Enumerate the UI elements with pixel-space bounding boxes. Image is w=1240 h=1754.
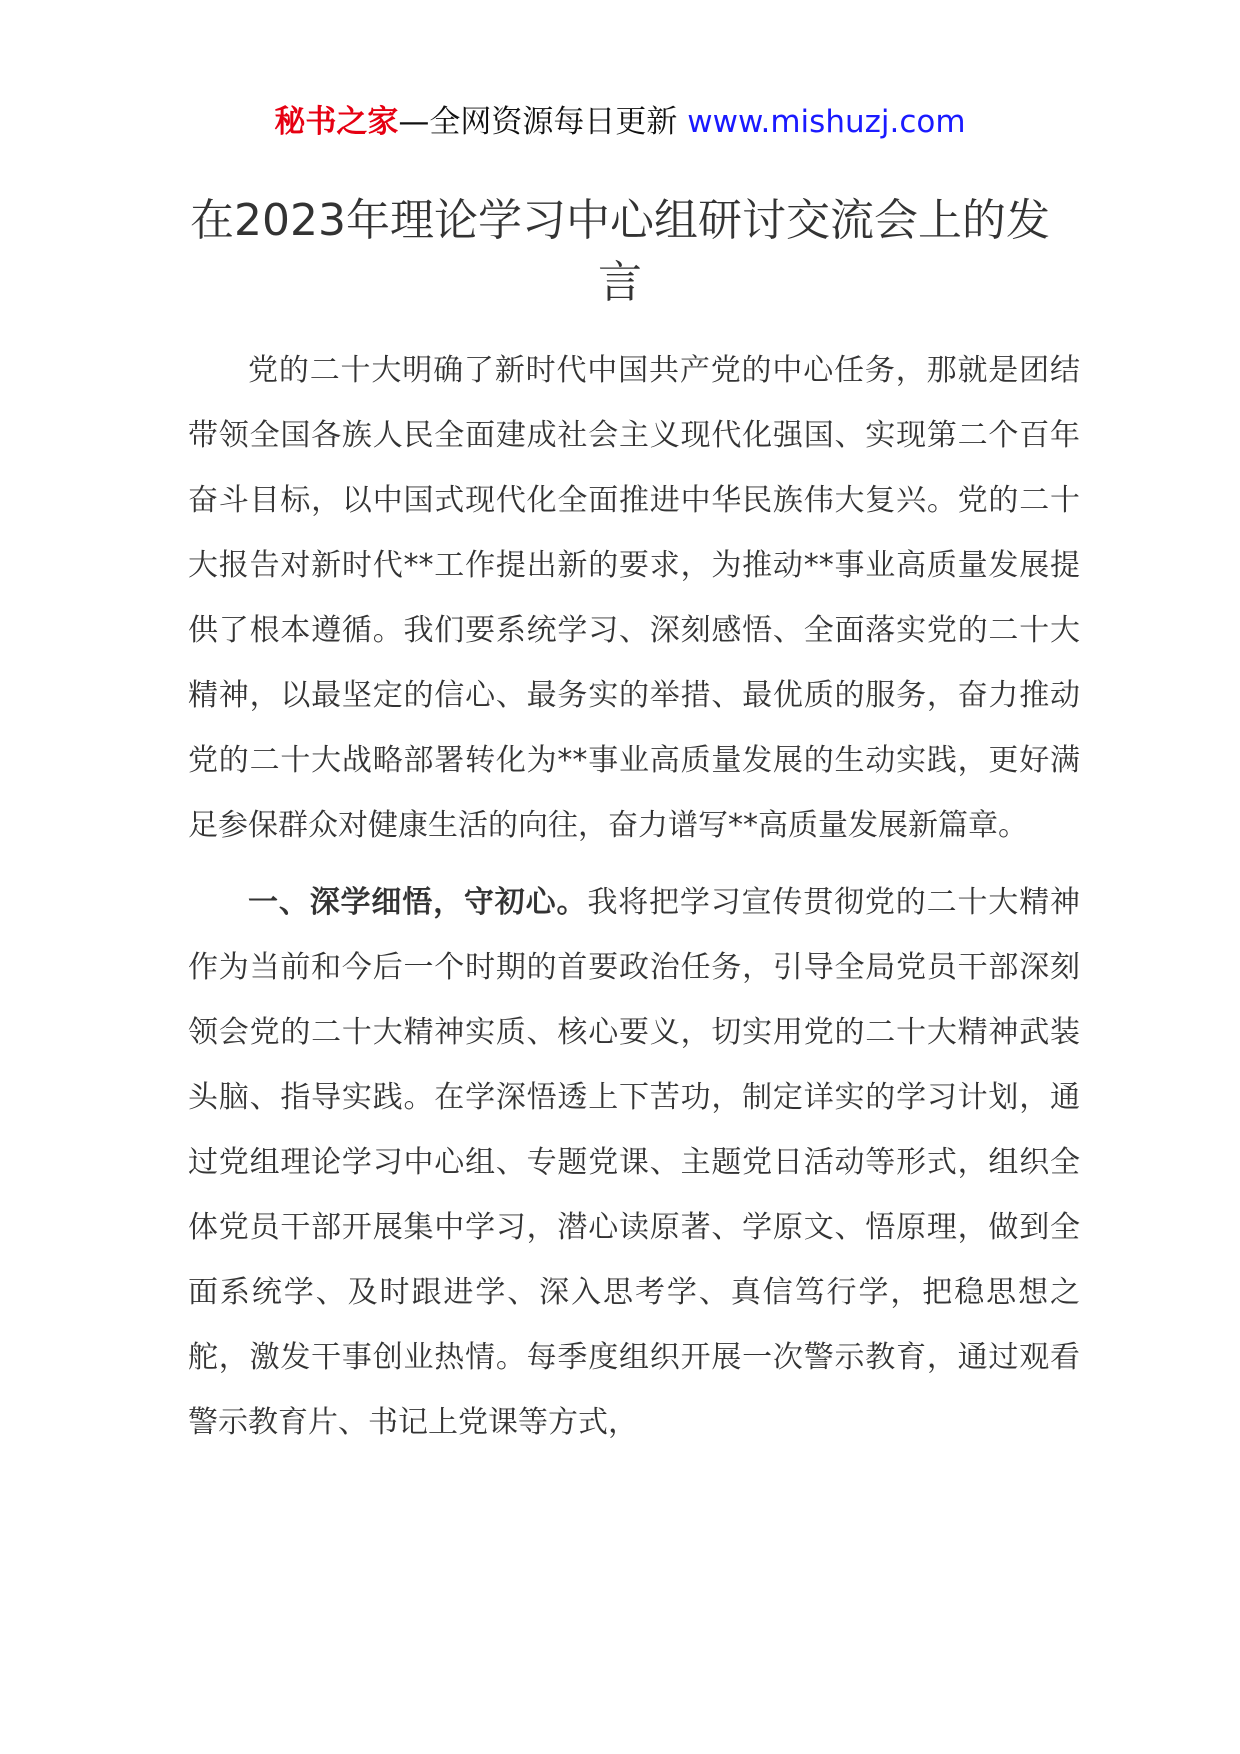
paragraph-intro — [188, 338, 1080, 858]
section-heading: 一、深学细悟，守初心。 — [248, 885, 588, 920]
site-brand: 秘书之家 — [274, 104, 399, 140]
document-title: 在2023年理论学习中心组研讨交流会上的发言 — [190, 195, 1050, 308]
site-header — [0, 100, 1240, 144]
paragraph-section-1 — [188, 870, 1080, 1455]
paragraph-text: 我将把学习宣传贯彻党的二十大精神作为当前和今后一个时期的首要政治任务，引导全局党员干部深刻领会党的二十大精神实质、核心要义，切实用党的二十大精神武装头脑、指导实践。在学深悟透上下苦功，制定详实的学习计划，通过党组理论学习中心组、专题党课、主题党日活动等形式，组织全体党员干部开展集中学习，潜心读原著、学原文、悟原理，做到全面系统学、及时跟进学、深入思考学、真信笃行学，把稳思想之舵，激发干事创业热情。每季度组织开展一次警示教育，通过观看警示教育片、书记上党课等方式， — [188, 885, 1081, 1440]
site-slogan: —全网资源每日更新 — [398, 104, 678, 140]
document-body — [188, 338, 1080, 1455]
paragraph-text: 党的二十大明确了新时代中国共产党的中心任务，那就是团结带领全国各族人民全面建成社会主义现代化强国、实现第二个百年奋斗目标，以中国式现代化全面推进中华民族伟大复兴。党的二十大报告对新时代**工作提出新的要求，为推动**事业高质量发展提供了根本遵循。我们要系统学习、深刻感悟、全面落实党的二十大精神，以最坚定的信心、最务实的举措、最优质的服务，奋力推动党的二十大战略部署转化为**事业高质量发展的生动实践，更好满足参保群众对健康生活的向往，奋力谱写**高质量发展新篇章。 — [188, 353, 1080, 843]
site-url-link[interactable]: www.mishuzj.com — [687, 104, 966, 140]
